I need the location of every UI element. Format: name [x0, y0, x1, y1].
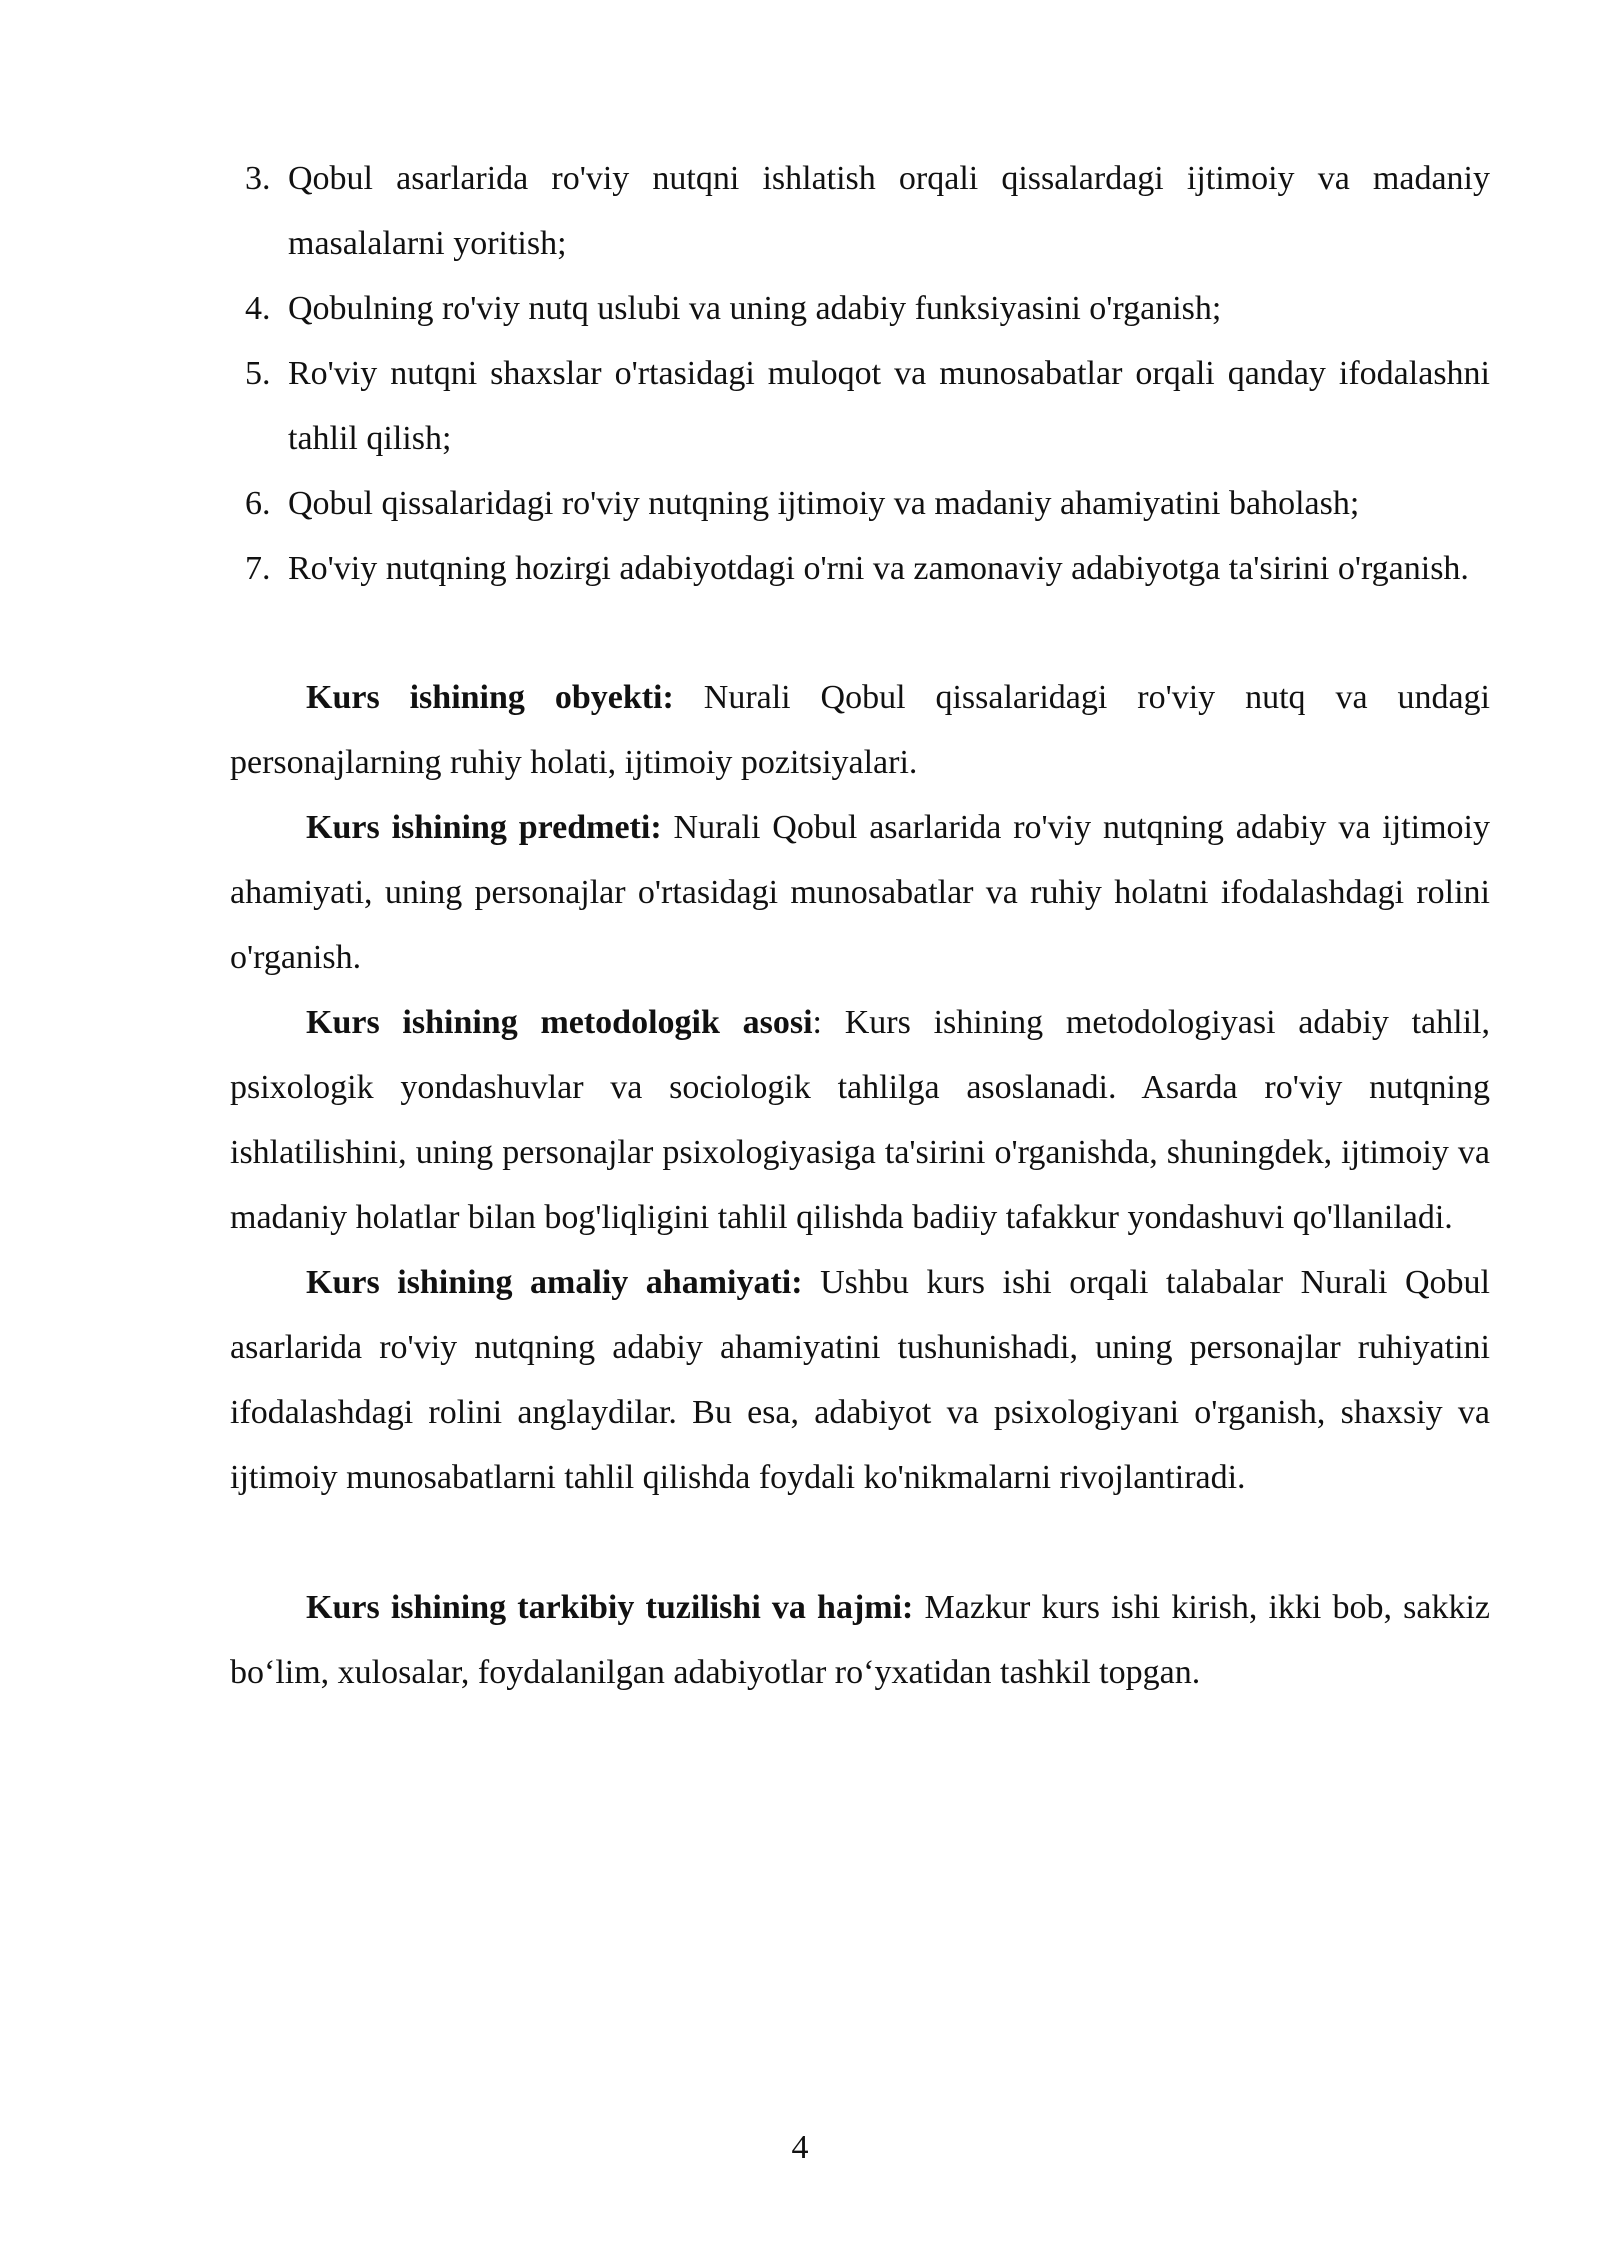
section-heading: Kurs ishining amaliy ahamiyati:: [306, 1264, 803, 1301]
section-text: Nurali Qobul asarlarida ro'viy nutqning adabiy va ijtimoiy ahamiyati, uning personajlar o'rtasidagi munosabatlar va ruhiy holatni ifodalashdagi rolini o'rganish.: [230, 809, 1490, 976]
list-item: [230, 276, 1490, 341]
section-heading: Kurs ishining obyekti:: [306, 679, 674, 716]
list-item-text: Ro'viy nutqning hozirgi adabiyotdagi o'rni va zamonaviy adabiyotga ta'sirini o'rganish.: [288, 550, 1469, 587]
section-heading: Kurs ishining tarkibiy tuzilishi va hajmi:: [306, 1589, 914, 1626]
list-item-number: 7.: [245, 550, 271, 587]
list-item: [230, 341, 1490, 471]
section-tarkibiy: [230, 1575, 1490, 1705]
section-text: : Kurs ishining metodologiyasi adabiy tahlil, psixologik yondashuvlar va sociologik tahlilga asoslanadi. Asarda ro'viy nutqning ishlatilishini, uning personajlar psixologiyasiga ta'sirini o'rganishda, shuningdek, ijtimoiy va madaniy holatlar bilan bog'liqligini tahlil qilishda badiiy tafakkur yondashuvi qo'llaniladi.: [230, 1004, 1490, 1236]
spacer: [230, 1510, 1490, 1575]
spacer: [230, 601, 1490, 665]
page-number: 4: [791, 2129, 809, 2166]
section-heading: Kurs ishining predmeti:: [306, 809, 662, 846]
list-item: [230, 536, 1490, 601]
list-item-text: Qobul asarlarida ro'viy nutqni ishlatish orqali qissalardagi ijtimoiy va madaniy masalalarni yoritish;: [288, 160, 1490, 262]
list-item-number: 6.: [245, 485, 271, 522]
section-obyekt: [230, 665, 1490, 795]
list-item-number: 5.: [245, 355, 271, 392]
list-item-text: Ro'viy nutqni shaxslar o'rtasidagi muloqot va munosabatlar orqali qanday ifodalashni tahlil qilish;: [288, 355, 1490, 457]
section-metodologik: [230, 990, 1490, 1250]
list-item-number: 3.: [245, 160, 271, 197]
section-heading: Kurs ishining metodologik asosi: [306, 1004, 813, 1041]
list-item-number: 4.: [245, 290, 271, 327]
document-page: [230, 146, 1490, 1705]
section-text: Mazkur kurs ishi kirish, ikki bob, sakkiz bo‘lim, xulosalar, foydalanilgan adabiyotlar ro‘yxatidan tashkil topgan.: [230, 1589, 1490, 1691]
section-predmet: [230, 795, 1490, 990]
section-text: Ushbu kurs ishi orqali talabalar Nurali Qobul asarlarida ro'viy nutqning adabiy ahamiyatini tushunishadi, uning personajlar ruhiyatini ifodalashdagi rolini anglaydilar. Bu esa, adabiyot va psixologiyani o'rganish, shaxsiy va ijtimoiy munosabatlarni tahlil qilishda foydali ko'nikmalarni rivojlantiradi.: [230, 1264, 1490, 1496]
list-item-text: Qobulning ro'viy nutq uslubi va uning adabiy funksiyasini o'rganish;: [288, 290, 1222, 327]
list-item: [230, 146, 1490, 276]
list-item: [230, 471, 1490, 536]
list-item-text: Qobul qissalaridagi ro'viy nutqning ijtimoiy va madaniy ahamiyatini baholash;: [288, 485, 1360, 522]
section-text: Nurali Qobul qissalaridagi ro'viy nutq va undagi personajlarning ruhiy holati, ijtimoiy pozitsiyalari.: [230, 679, 1491, 781]
section-amaliy: [230, 1250, 1490, 1510]
objectives-list: [230, 146, 1490, 601]
